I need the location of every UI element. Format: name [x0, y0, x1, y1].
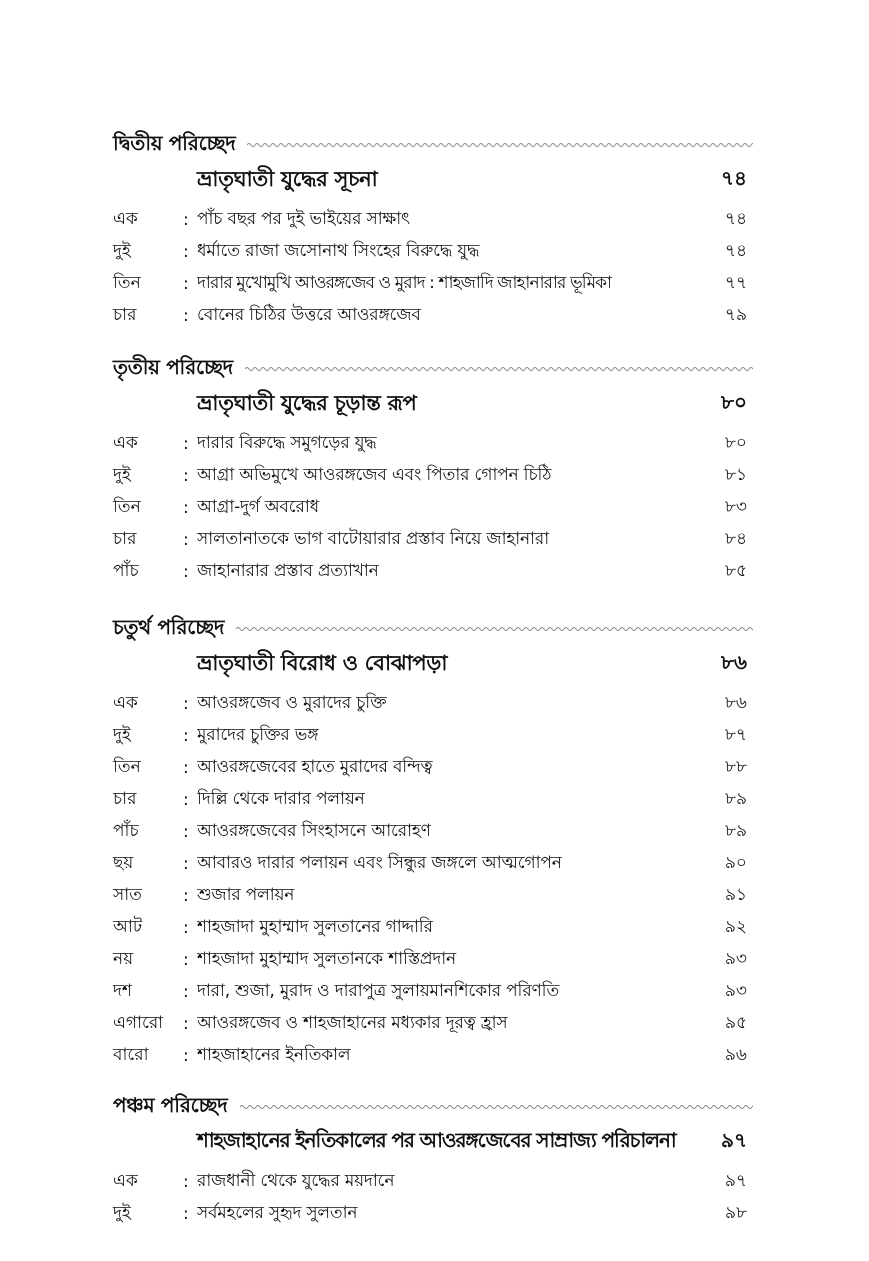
entry-title: আওরঙ্গজেবের হাতে মুরাদের বন্দিত্ব — [197, 757, 433, 777]
toc-entry — [113, 492, 747, 524]
chapter-heading: পঞ্চম পরিচ্ছেদ — [113, 1092, 228, 1117]
entry-label: বারো — [113, 1045, 149, 1065]
toc-entry — [113, 204, 747, 236]
entry-separator: : — [183, 466, 189, 486]
entry-label: দশ — [113, 981, 132, 1001]
entry-page: ৮০ — [724, 433, 747, 453]
entry-label: চার — [113, 789, 137, 809]
entry-label: এক — [113, 209, 138, 229]
toc-entry — [113, 428, 747, 460]
toc-entry — [113, 944, 747, 976]
toc-entry — [113, 1008, 747, 1040]
entry-page: ৮৯ — [724, 789, 747, 809]
entry-label: আট — [113, 917, 143, 937]
toc-entry — [113, 848, 747, 880]
entry-separator: : — [183, 210, 189, 230]
entry-separator: : — [183, 274, 189, 294]
chapter-heading: দ্বিতীয় পরিচ্ছেদ — [113, 130, 236, 155]
entry-title: আবারও দারার পলায়ন এবং সিন্ধুর জঙ্গলে আত্মগোপন — [197, 853, 562, 873]
wavy-divider — [240, 1103, 754, 1111]
entry-page: ৯৫ — [724, 1013, 747, 1033]
entry-page: ৭৯ — [724, 305, 747, 325]
entry-page: ৯৩ — [724, 949, 747, 969]
chapter-heading-row — [113, 612, 753, 646]
chapter-heading-row — [113, 1090, 753, 1124]
chapter-heading: চতুর্থ পরিচ্ছেদ — [113, 614, 225, 639]
entry-page: ৯১ — [724, 885, 747, 905]
chapter-heading-row — [113, 352, 753, 386]
wavy-divider — [247, 141, 753, 149]
entry-separator: : — [183, 562, 189, 582]
entry-page: ৭৪ — [724, 241, 747, 261]
entry-page: ৮৭ — [724, 725, 747, 745]
entry-label: দুই — [113, 725, 131, 745]
entry-separator: : — [183, 434, 189, 454]
entry-separator: : — [183, 242, 189, 262]
entry-label: তিন — [113, 273, 141, 293]
entry-label: দুই — [113, 465, 131, 485]
toc-entry — [113, 1198, 747, 1230]
toc-entry — [113, 556, 747, 588]
entry-label: সাত — [113, 885, 142, 905]
entry-page: ৯২ — [724, 917, 747, 937]
entry-separator: : — [183, 982, 189, 1002]
entry-separator: : — [183, 1204, 189, 1224]
chapter-heading-row — [113, 128, 753, 162]
entry-title: জাহানারার প্রস্তাব প্রত্যাখান — [197, 561, 379, 581]
entry-separator: : — [183, 886, 189, 906]
entry-separator: : — [183, 950, 189, 970]
entry-title: রাজধানী থেকে যুদ্ধের ময়দানে — [197, 1171, 395, 1191]
entry-separator: : — [183, 854, 189, 874]
entry-separator: : — [183, 530, 189, 550]
toc-entry — [113, 784, 747, 816]
toc-entry — [113, 912, 747, 944]
entry-title: দারার বিরুদ্ধে সমুগড়ের যুদ্ধ — [197, 433, 377, 453]
chapter-subtitle: ভ্রাতৃঘাতী যুদ্ধের সূচনা — [197, 166, 378, 191]
entry-separator: : — [183, 790, 189, 810]
entry-separator: : — [183, 498, 189, 518]
entry-page: ৮৮ — [724, 757, 747, 777]
entry-page: ৮১ — [724, 465, 747, 485]
entry-title: দিল্লি থেকে দারার পলায়ন — [197, 789, 365, 809]
toc-entry — [113, 236, 747, 268]
entry-label: তিন — [113, 497, 141, 517]
entry-page: ৯৬ — [724, 1045, 747, 1065]
entry-separator: : — [183, 306, 189, 326]
entry-list — [113, 1166, 747, 1230]
entry-title: সালতানাতকে ভাগ বাটোয়ারার প্রস্তাব নিয়ে জাহানারা — [197, 529, 549, 549]
toc-entry — [113, 880, 747, 912]
entry-title: ধর্মাতে রাজা জসোনাথ সিংহের বিরুদ্ধে যুদ্ধ — [197, 241, 480, 261]
toc-entry — [113, 460, 747, 492]
entry-separator: : — [183, 1172, 189, 1192]
chapter-page-number: ৮৬ — [721, 649, 747, 674]
toc-entry — [113, 816, 747, 848]
entry-title: দারা, শুজা, মুরাদ ও দারাপুত্র সুলায়মানশিকোর পরিণতি — [197, 981, 560, 1001]
entry-list — [113, 428, 747, 588]
entry-title: শাহজাদা মুহাম্মাদ সুলতানের গাদ্দারি — [197, 917, 433, 937]
chapter-subtitle: ভ্রাতৃঘাতী যুদ্ধের চূড়ান্ত রূপ — [197, 390, 417, 415]
chapter-heading: তৃতীয় পরিচ্ছেদ — [113, 354, 233, 379]
entry-list — [113, 688, 747, 1072]
entry-label: চার — [113, 305, 137, 325]
entry-label: এক — [113, 433, 138, 453]
entry-label: নয় — [113, 949, 134, 969]
entry-label: এক — [113, 1171, 138, 1191]
entry-title: শাহজাদা মুহাম্মাদ সুলতানকে শাস্তিপ্রদান — [197, 949, 456, 969]
toc-entry — [113, 688, 747, 720]
entry-page: ৯৭ — [724, 1171, 747, 1191]
toc-entry — [113, 720, 747, 752]
chapter-subtitle-row — [197, 1124, 747, 1160]
toc-entry — [113, 300, 747, 332]
toc-entry — [113, 976, 747, 1008]
entry-label: দুই — [113, 1203, 131, 1223]
entry-title: আগ্রা-দুর্গ অবরোধ — [197, 497, 319, 517]
wavy-divider — [236, 625, 753, 633]
entry-page: ৯০ — [724, 853, 747, 873]
entry-label: পাঁচ — [113, 821, 139, 841]
chapter-subtitle-row — [197, 646, 747, 682]
wavy-divider — [245, 365, 753, 373]
chapter-subtitle: ভ্রাতৃঘাতী বিরোধ ও বোঝাপড়া — [197, 650, 448, 675]
entry-title: শাহজাহানের ইনতিকাল — [197, 1045, 351, 1065]
entry-page: ৯৩ — [724, 981, 747, 1001]
chapter-page-number: ৮০ — [721, 389, 747, 414]
entry-page: ৭৭ — [724, 273, 747, 293]
entry-title: শুজার পলায়ন — [197, 885, 295, 905]
toc-entry — [113, 1166, 747, 1198]
entry-label: এগারো — [113, 1013, 164, 1033]
entry-title: আওরঙ্গজেবের সিংহাসনে আরোহণ — [197, 821, 431, 841]
entry-separator: : — [183, 694, 189, 714]
entry-title: দারার মুখোমুখি আওরঙ্গজেব ও মুরাদ : শাহজাদি জাহানারার ভূমিকা — [197, 273, 612, 293]
entry-separator: : — [183, 822, 189, 842]
chapter-subtitle-row — [197, 386, 747, 422]
toc-entry — [113, 1040, 747, 1072]
entry-label: তিন — [113, 757, 141, 777]
entry-separator: : — [183, 726, 189, 746]
entry-separator: : — [183, 1014, 189, 1034]
entry-page: ৮৯ — [724, 821, 747, 841]
entry-page: ৮৪ — [724, 529, 747, 549]
entry-title: সর্বমহলের সুহৃদ সুলতান — [197, 1203, 358, 1223]
entry-label: দুই — [113, 241, 131, 261]
entry-label: পাঁচ — [113, 561, 139, 581]
chapter-page-number: ৯৭ — [721, 1127, 747, 1152]
entry-separator: : — [183, 758, 189, 778]
entry-title: বোনের চিঠির উত্তরে আওরঙ্গজেব — [197, 305, 421, 325]
entry-title: আওরঙ্গজেব ও মুরাদের চুক্তি — [197, 693, 387, 713]
entry-separator: : — [183, 918, 189, 938]
entry-title: মুরাদের চুক্তির ভঙ্গ — [197, 725, 319, 745]
entry-page: ৮৫ — [724, 561, 747, 581]
entry-label: ছয় — [113, 853, 134, 873]
entry-title: পাঁচ বছর পর দুই ভাইয়ের সাক্ষাৎ — [197, 209, 410, 229]
entry-page: ৭৪ — [724, 209, 747, 229]
entry-title: আগ্রা অভিমুখে আওরঙ্গজেব এবং পিতার গোপন চিঠি — [197, 465, 552, 485]
entry-separator: : — [183, 1046, 189, 1066]
toc-entry — [113, 524, 747, 556]
entry-label: এক — [113, 693, 138, 713]
chapter-subtitle-row — [197, 162, 747, 198]
chapter-subtitle: শাহজাহানের ইনতিকালের পর আওরঙ্গজেবের সাম্রাজ্য পরিচালনা — [197, 1127, 676, 1152]
entry-label: চার — [113, 529, 137, 549]
entry-page: ৯৮ — [724, 1203, 747, 1223]
toc-entry — [113, 752, 747, 784]
chapter-page-number: ৭৪ — [721, 165, 747, 190]
toc-entry — [113, 268, 747, 300]
entry-page: ৮৩ — [724, 497, 747, 517]
entry-title: আওরঙ্গজেব ও শাহজাহানের মধ্যকার দূরত্ব হ্রাস — [197, 1013, 508, 1033]
entry-list — [113, 204, 747, 332]
entry-page: ৮৬ — [724, 693, 747, 713]
